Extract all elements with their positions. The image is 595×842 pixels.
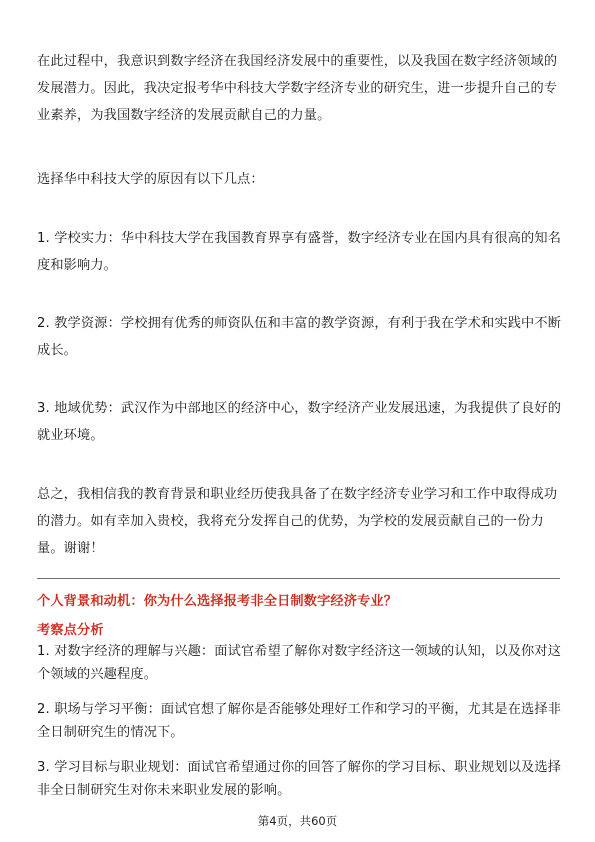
paragraph-reasons-intro: 选择华中科技大学的原因有以下几点： [37, 172, 264, 187]
paragraph-conclusion: 总之，我相信我的教育背景和职业经历使我具备了在数字经济专业学习和工作中取得成功的潜力。如有幸加入贵校，我将充分发挥自己的优势，为学校的发展贡献自己的一份力量。谢谢！ [37, 487, 558, 556]
analysis-item-understanding: 1. 对数字经济的理解与兴趣：面试官希望了解你对数字经济这一领域的认知，以及你对这个领域的兴趣程度。 [37, 644, 562, 682]
paragraph-motivation: 在此过程中，我意识到数字经济在我国经济发展中的重要性，以及我国在数字经济领域的发展潜力。因此，我决定报考华中科技大学数字经济专业的研究生，进一步提升自己的专业素养，为我国数字经济的发展贡献自己的力量。 [37, 54, 558, 123]
analysis-item-goals: 3. 学习目标与职业规划：面试官希望通过你的回答了解你的学习目标、职业规划以及选择非全日制研究生对你未来职业发展的影响。 [37, 760, 562, 798]
paragraph-reason-resources: 2. 教学资源：学校拥有优秀的师资队伍和丰富的教学资源，有利于我在学术和实践中不断成长。 [37, 316, 562, 358]
section-divider [37, 578, 560, 579]
paragraph-reason-location: 3. 地域优势：武汉作为中部地区的经济中心，数字经济产业发展迅速，为我提供了良好的就业环境。 [37, 401, 562, 443]
paragraph-reason-school: 1. 学校实力：华中科技大学在我国教育界享有盛誉，数字经济专业在国内具有很高的知名度和影响力。 [37, 231, 562, 273]
question-title: 个人背景和动机：你为什么选择报考非全日制数字经济专业？ [37, 594, 398, 609]
page-number: 第4页，共60页 [257, 814, 338, 828]
analysis-heading: 考察点分析 [37, 623, 104, 638]
analysis-item-balance: 2. 职场与学习平衡：面试官想了解你是否能够处理好工作和学习的平衡，尤其是在选择非全日制研究生的情况下。 [37, 702, 562, 740]
